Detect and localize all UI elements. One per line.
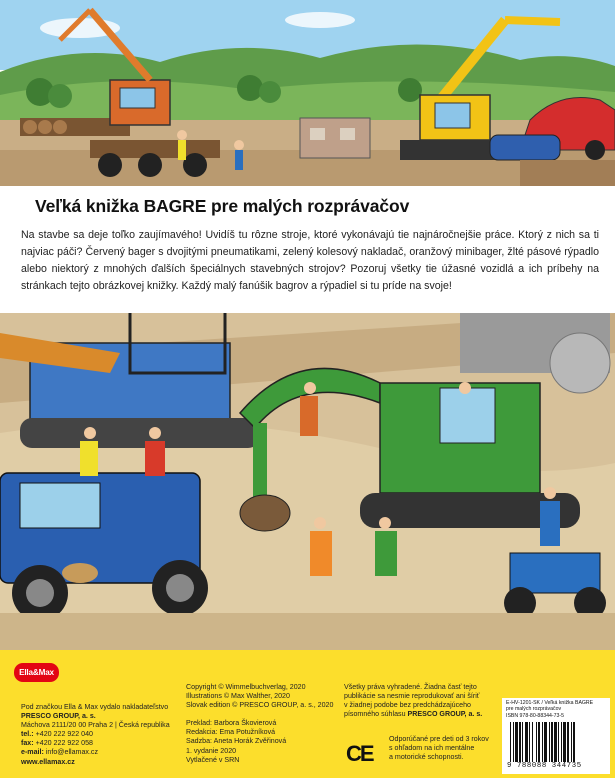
barcode-panel bbox=[502, 698, 610, 774]
description-panel bbox=[0, 186, 615, 313]
printed-line: Vytlačené v SRN bbox=[186, 755, 240, 764]
publisher-email: e-mail: info@ellamax.cz bbox=[21, 748, 99, 757]
publisher-fax: fax: +420 222 922 058 bbox=[21, 739, 94, 748]
bottom-illustration bbox=[0, 313, 615, 650]
publisher-name: PRESCO GROUP, a. s. bbox=[21, 712, 96, 721]
ellamax-logo: Ella&Max bbox=[14, 663, 59, 682]
copyright-line: Copyright © Wimmelbuchverlag, 2020 bbox=[186, 683, 306, 691]
barcode-number: 9 788088 344735 bbox=[507, 762, 582, 770]
illustrations-line: Illustrations © Max Walther, 2020 bbox=[186, 692, 290, 701]
book-title: Veľká knižka BAGRE pre malých rozprávačov bbox=[35, 196, 410, 216]
ce-mark: CE bbox=[346, 741, 373, 766]
age-recommendation: Odporúčané pre deti od 3 rokov s ohľadom na ich mentálne a motorické schopnosti. bbox=[389, 735, 489, 762]
edition-line: 1. vydanie 2020 bbox=[186, 746, 237, 755]
rights-info: Všetky práva vyhradené. Žiadna časť tejto publikácie sa nesmie reprodukovať ani šíriť v žiadnej podobe bez predchádzajúceho písomného súhlasu PRESCO GROUP, a. s. bbox=[344, 683, 483, 719]
publisher-address: Máchova 2111/20 00 Praha 2 | Česká republika bbox=[21, 721, 170, 730]
publisher-info bbox=[21, 703, 170, 767]
barcode-icon bbox=[510, 722, 604, 762]
construction-scene-bottom bbox=[0, 313, 615, 650]
publisher-web: www.ellamax.cz bbox=[21, 757, 75, 766]
publisher-tel: tel.: +420 222 922 040 bbox=[21, 730, 94, 739]
translation-line: Preklad: Barbora Škovierová bbox=[186, 719, 277, 728]
book-description: Na stavbe sa deje toľko zaujímavého! Uvidíš tu rôzne stroje, ktoré vykonávajú tie najnáročnejšie práce. Ktorý z nich sa ti najviac páči? Červený bager s dvojitými pneumatikami, zelený kolesový nakladač, oranžový minibager, žlté pásové rýpadlo alebo niektorý z mnohých ďalších špeciálnych stavebných strojov? Pozoruj všetky tie úžasné vozidlá a ich príbehy na stránkach tejto obrázkovej knižky. Každý malý fanúšik bagrov a rýpadiel si tu príde na svoje! bbox=[21, 229, 599, 293]
typesetting-line: Sadzba: Aneta Horák Zvěřinová bbox=[186, 737, 287, 746]
slovak-edition-line: Slovak edition © PRESCO GROUP, a. s., 2020 bbox=[186, 701, 334, 710]
publisher-intro: Pod značkou Ella & Max vydalo nakladateľstvo bbox=[21, 703, 169, 711]
credits-info bbox=[186, 683, 333, 765]
editor-line: Redakcia: Ema Potužníková bbox=[186, 728, 276, 737]
barcode-caption: E-HV-1201-SK / Veľká knižka BAGRE pre malých rozprávačov ISBN 978-80-88344-73-5 bbox=[506, 700, 594, 719]
construction-scene-top bbox=[0, 0, 615, 186]
top-illustration bbox=[0, 0, 615, 186]
